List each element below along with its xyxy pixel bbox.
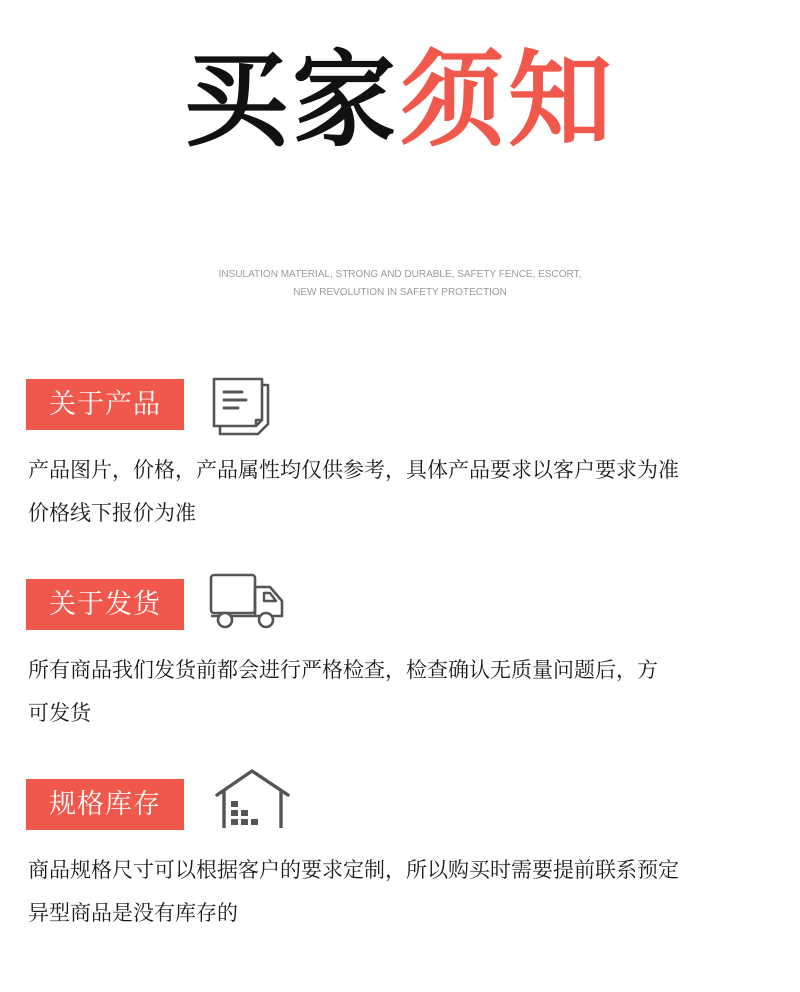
section-text-inventory <box>28 849 788 935</box>
subtitle-line-2: NEW REVOLUTION IN SAFETY PROTECTION <box>293 287 507 298</box>
subtitle-line-1: INSULATION MATERIAL, STRONG AND DURABLE, SAFETY FENCE, ESCORT, <box>218 269 582 280</box>
warehouse-icon <box>214 768 292 834</box>
delivery-truck-icon <box>208 572 286 636</box>
section-text-line-1: 商品规格尺寸可以根据客户的要求定制，所以购买时需要提前联系预定 <box>28 858 679 882</box>
section-tag-inventory: 规格库存 <box>26 779 184 830</box>
section-text-line-1: 产品图片，价格，产品属性均仅供参考，具体产品要求以客户要求为准 <box>28 458 679 482</box>
subtitle <box>0 266 800 302</box>
title-black-part: 买家 <box>183 39 400 161</box>
section-text-line-1: 所有商品我们发货前都会进行严格检查，检查确认无质量问题后，方 <box>28 658 658 682</box>
title-red-part: 须知 <box>400 39 617 161</box>
document-icon <box>208 376 272 442</box>
page-title <box>0 40 800 160</box>
section-tag-product: 关于产品 <box>26 379 184 430</box>
section-tag-shipping: 关于发货 <box>26 579 184 630</box>
section-text-product <box>28 449 788 535</box>
section-text-line-2: 异型商品是没有库存的 <box>28 901 238 925</box>
section-text-shipping <box>28 649 788 735</box>
section-text-line-2: 可发货 <box>28 701 91 725</box>
section-text-line-2: 价格线下报价为准 <box>28 501 196 525</box>
